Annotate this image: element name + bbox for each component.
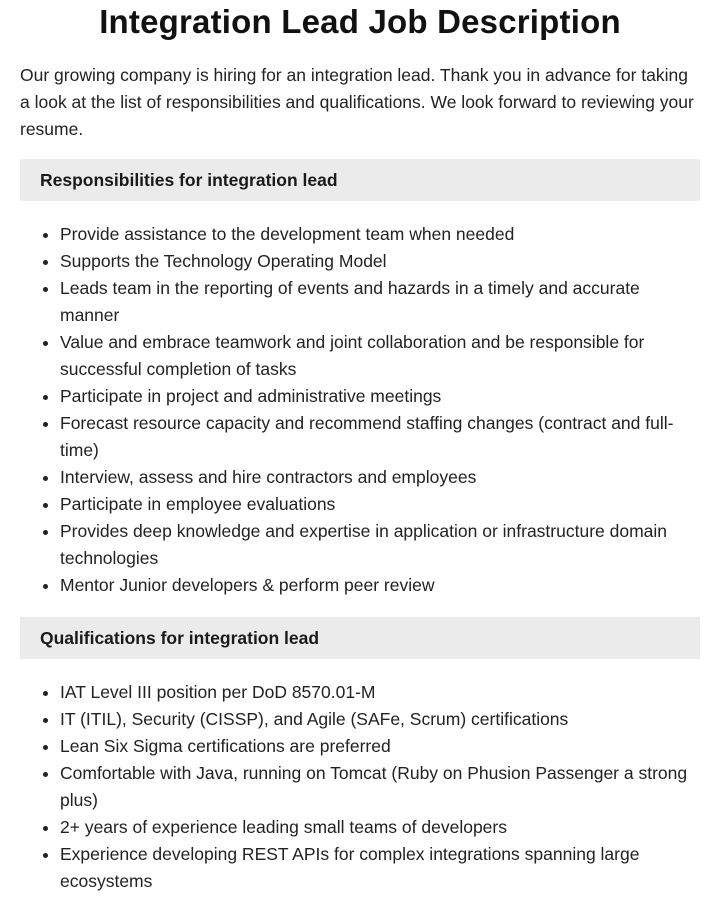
list-item: • Supports the Technology Operating Model [60,248,700,275]
list-item: • Participate in project and administrative meetings [60,383,700,410]
intro-paragraph: Our growing company is hiring for an integration lead. Thank you in advance for taking a look at the list of responsibilities and qualifications. We look forward to reviewing your resume. [20,65,694,139]
list-item: • Comfortable with Java, running on Tomcat (Ruby on Phusion Passenger a strong plus) [60,760,700,814]
list-item: • Provides deep knowledge and expertise in application or infrastructure domain technologies [60,518,700,572]
responsibilities-list [20,221,700,599]
list-item: • Experience developing REST APIs for complex integrations spanning large ecosystems [60,841,700,895]
list-item: • Leads team in the reporting of events and hazards in a timely and accurate manner [60,275,700,329]
list-item: • Lean Six Sigma certifications are preferred [60,733,700,760]
list-item: • IAT Level III position per DoD 8570.01-M [60,679,700,706]
qualifications-heading: Qualifications for integration lead [20,617,700,659]
list-item: • Interview, assess and hire contractors and employees [60,464,700,491]
page-title: Integration Lead Job Description [99,3,621,40]
list-item: • Value and embrace teamwork and joint collaboration and be responsible for successful completion of tasks [60,329,700,383]
responsibilities-heading: Responsibilities for integration lead [20,159,700,201]
qualifications-list [20,679,700,895]
list-item: • Forecast resource capacity and recommend staffing changes (contract and full-time) [60,410,700,464]
list-item: • 2+ years of experience leading small teams of developers [60,814,700,841]
list-item: • IT (ITIL), Security (CISSP), and Agile (SAFe, Scrum) certifications [60,706,700,733]
list-item: • Participate in employee evaluations [60,491,700,518]
list-item: • Provide assistance to the development team when needed [60,221,700,248]
list-item: • Mentor Junior developers & perform peer review [60,572,700,599]
